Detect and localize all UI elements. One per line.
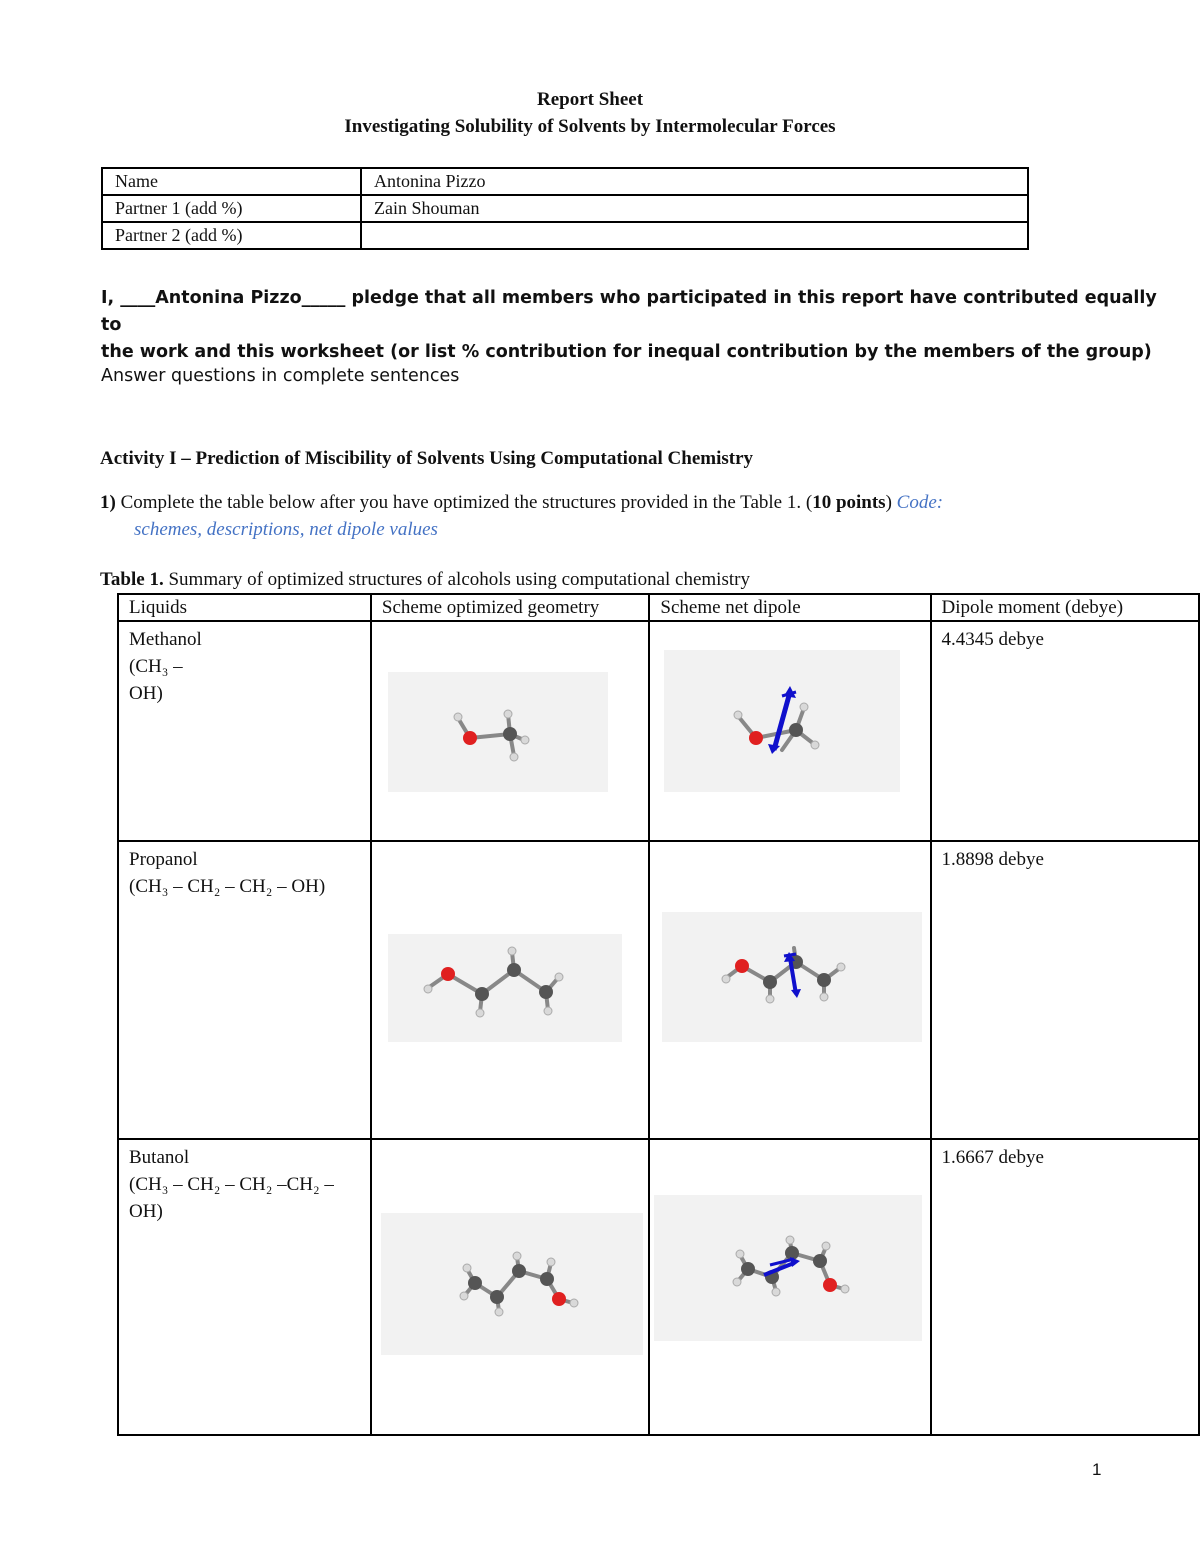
header-liquids: Liquids: [118, 594, 371, 621]
butanol-dipole-image: [654, 1195, 922, 1341]
net-dipole-cell: [649, 1139, 930, 1435]
pledge-line-1: I, ____Antonina Pizzo_____ pledge that all members who participated in this report have contributed equally to: [101, 288, 1157, 335]
header-dipole-moment: Dipole moment (debye): [931, 594, 1199, 621]
header-geometry: Scheme optimized geometry: [371, 594, 649, 621]
question-number: 1): [100, 492, 116, 513]
summary-table: [117, 593, 1200, 1436]
geometry-cell: [371, 621, 649, 841]
caption-text: Summary of optimized structures of alcohols using computational chemistry: [168, 569, 750, 590]
activity-title: Activity I – Prediction of Miscibility of Solvents Using Computational Chemistry: [100, 448, 754, 469]
table-header-row: [118, 594, 1199, 621]
caption-label: Table 1.: [100, 569, 164, 590]
liquid-formula: OH): [129, 683, 163, 704]
liquid-name: Butanol: [129, 1147, 190, 1168]
info-table: [101, 167, 1029, 250]
liquid-cell: [118, 1139, 371, 1435]
molecule-model: [388, 672, 608, 792]
table-row: [118, 1139, 1199, 1435]
net-dipole-cell: [649, 841, 930, 1139]
butanol-geometry-image: [381, 1213, 643, 1355]
header-net-dipole: Scheme net dipole: [649, 594, 930, 621]
geometry-cell: [371, 841, 649, 1139]
molecule-model: [664, 650, 900, 792]
methanol-geometry-image: [388, 672, 608, 792]
net-dipole-cell: [649, 621, 930, 841]
page-number: 1: [1092, 1460, 1102, 1479]
code-label: Code:: [896, 492, 944, 513]
liquid-cell: [118, 621, 371, 841]
dipole-value: 1.8898 debye: [931, 841, 1199, 1139]
molecule-model: [662, 912, 922, 1042]
info-value: Antonina Pizzo: [361, 168, 1028, 195]
molecule-model: [654, 1195, 922, 1341]
dipole-value: 4.4345 debye: [931, 621, 1199, 841]
question-text-end: ): [885, 492, 892, 513]
info-label: Partner 1 (add %): [102, 195, 361, 222]
report-subtitle: Investigating Solubility of Solvents by Intermolecular Forces: [344, 116, 836, 137]
pledge-line-2: the work and this worksheet (or list % contribution for inequal contribution by the members of the group): [101, 342, 1152, 362]
methanol-dipole-image: [664, 650, 900, 792]
code-text: schemes, descriptions, net dipole values: [134, 519, 438, 540]
dipole-value: 1.6667 debye: [931, 1139, 1199, 1435]
liquid-formula: (CH₃ – CH₂ – CH₂ –CH₂ –: [129, 1174, 334, 1195]
table-row: [118, 621, 1199, 841]
liquid-formula: (CH₃ –: [129, 656, 183, 677]
info-label: Partner 2 (add %): [102, 222, 361, 249]
liquid-name: Propanol: [129, 849, 198, 870]
question-text: Complete the table below after you have optimized the structures provided in the Table 1. (: [120, 492, 813, 513]
liquid-name: Methanol: [129, 629, 202, 650]
info-value: [361, 222, 1028, 249]
table-caption: [100, 569, 750, 591]
info-label: Name: [102, 168, 361, 195]
question-1: [100, 489, 1180, 543]
liquid-cell: [118, 841, 371, 1139]
info-row: [102, 222, 1028, 249]
propanol-geometry-image: [388, 934, 622, 1042]
liquid-formula: (CH₃ – CH₂ – CH₂ – OH): [129, 876, 326, 897]
info-row: [102, 195, 1028, 222]
question-points: 10 points: [812, 492, 886, 513]
instructions: Answer questions in complete sentences: [101, 366, 460, 386]
geometry-cell: [371, 1139, 649, 1435]
molecule-model: [381, 1213, 643, 1355]
info-value: Zain Shouman: [361, 195, 1028, 222]
liquid-formula: OH): [129, 1201, 163, 1222]
propanol-dipole-image: [662, 912, 922, 1042]
info-row: [102, 168, 1028, 195]
report-title: Report Sheet: [536, 89, 644, 110]
table-row: [118, 841, 1199, 1139]
molecule-model: [388, 934, 622, 1042]
pledge-text: [101, 285, 1161, 366]
